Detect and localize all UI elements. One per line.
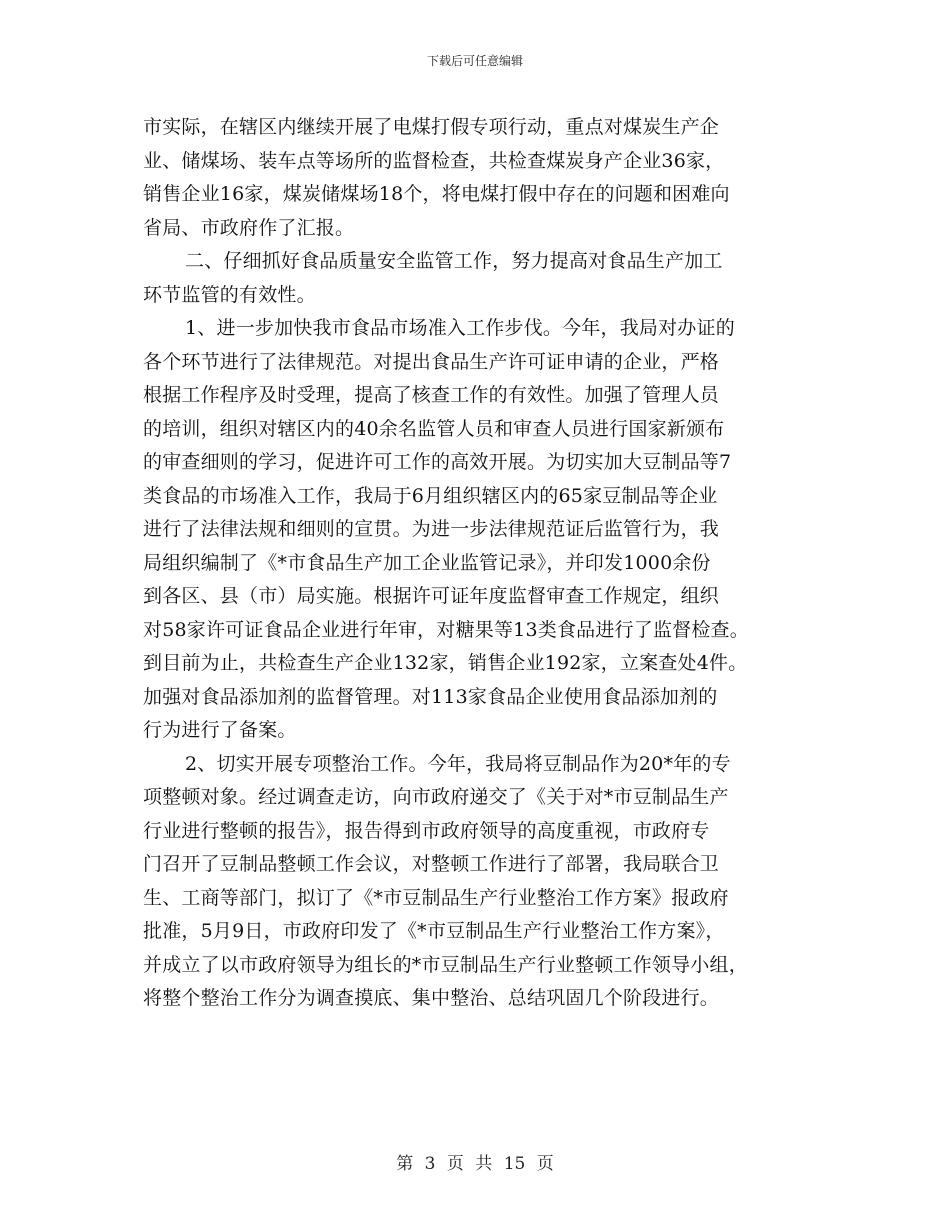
text-line: 对58家许可证食品企业进行年审，对糖果等13类食品进行了监督检查。 (143, 618, 749, 641)
text-line: 并成立了以市政府领导为组长的*市豆制品生产行业整顿工作领导小组， (143, 953, 748, 976)
paragraph-start-line: 1、进一步加快我市食品市场准入工作步伐。今年，我局对办证的 (185, 317, 735, 339)
page-header: 下载后可任意编辑 (426, 54, 523, 68)
text-line: 门召开了豆制品整顿工作会议，对整顿工作进行了部署，我局联合卫 (143, 853, 720, 875)
text-line: 到目前为止，共检查生产企业132家，销售企业192家，立案查处4件。 (143, 652, 748, 674)
text-line: 到各区、县（市）局实施。根据许可证年度监督审查工作规定，组织 (143, 585, 720, 607)
document-body (143, 111, 823, 1016)
text-line: 类食品的市场准入工作，我局于6月组织辖区内的65家豆制品等企业 (143, 484, 718, 507)
text-line: 各个环节进行了法律规范。对提出食品生产许可证申请的企业，严格 (143, 350, 720, 373)
text-line: 进行了法律法规和细则的宣贯。为进一步法律规范证后监管行为，我 (143, 518, 720, 540)
section-heading-line: 二、仔细抓好食品质量安全监管工作，努力提高对食品生产加工 (185, 250, 723, 272)
text-line: 生、工商等部门，拟订了《*市豆制品生产行业整治工作方案》报政府 (143, 886, 729, 909)
text-line: 省局、市政府作了汇报。 (143, 216, 355, 239)
text-line: 行为进行了备案。 (143, 719, 297, 741)
text-line: 项整顿对象。经过调查走访，向市政府递交了《关于对*市豆制品生产 (143, 786, 729, 808)
text-line: 局组织编制了《*市食品生产加工企业监管记录》，并印发1000余份 (143, 551, 711, 574)
text-line: 销售企业16家，煤炭储煤场18个，将电煤打假中存在的问题和困难向 (143, 183, 730, 205)
text-line: 的培训，组织对辖区内的40余名监管人员和审查人员进行国家新颁布 (143, 417, 725, 440)
text-line: 将整个整治工作分为调查摸底、集中整治、总结巩固几个阶段进行。 (143, 987, 720, 1009)
text-line: 行业进行整顿的报告》，报告得到市政府领导的高度重视，市政府专 (143, 819, 710, 842)
text-line: 根据工作程序及时受理，提高了核查工作的有效性。加强了管理人员 (143, 384, 720, 406)
text-line: 的审查细则的学习，促进许可工作的高效开展。为切实加大豆制品等7 (143, 451, 732, 473)
text-line: 批准，5月9日，市政府印发了《*市豆制品生产行业整治工作方案》， (143, 920, 725, 942)
section-heading-line: 环节监管的有效性。 (143, 283, 316, 306)
page-number-footer: 第 3 页 共 15 页 (396, 1154, 554, 1174)
paragraph-start-line: 2、切实开展专项整治工作。今年，我局将豆制品作为20*年的专 (185, 752, 731, 775)
text-line: 加强对食品添加剂的监督管理。对113家食品企业使用食品添加剂的 (143, 685, 718, 708)
text-line: 市实际，在辖区内继续开展了电煤打假专项行动，重点对煤炭生产企 (143, 116, 720, 138)
text-line: 业、储煤场、装车点等场所的监督检查，共检查煤炭身产企业36家， (143, 149, 725, 172)
